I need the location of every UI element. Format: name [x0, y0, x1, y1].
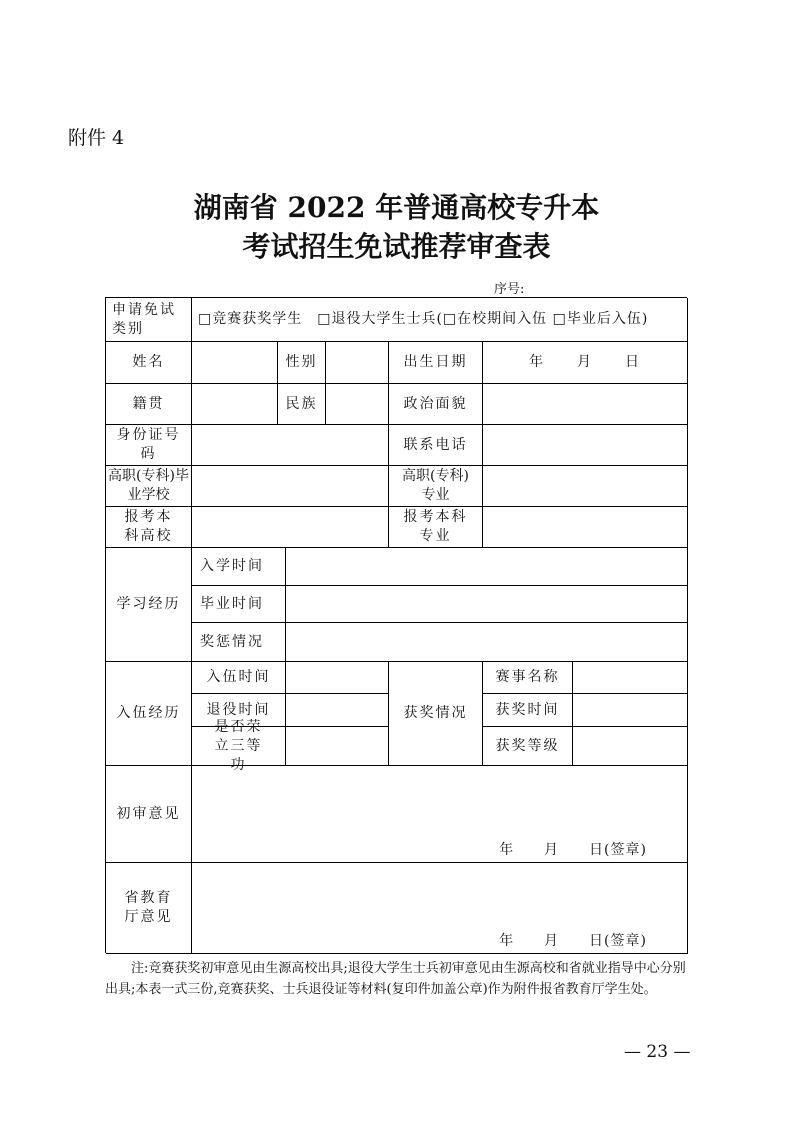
competition-name-label: 赛事名称	[483, 662, 573, 694]
award-level-field[interactable]	[573, 727, 688, 766]
provincial-review-label: 省教育厅意见	[106, 863, 192, 954]
rewards-label: 奖惩情况	[192, 623, 286, 662]
target-school-field[interactable]	[192, 507, 389, 548]
name-label: 姓名	[106, 342, 192, 384]
target-major-label: 报考本科专业	[389, 507, 483, 548]
political-status-field[interactable]	[483, 384, 688, 425]
provincial-review-field[interactable]	[192, 863, 688, 954]
discharge-time-label: 退役时间	[192, 694, 286, 727]
native-place-label: 籍贯	[106, 384, 192, 425]
award-info-label: 获奖情况	[389, 662, 483, 766]
competition-name-field[interactable]	[573, 662, 688, 694]
target-school-label: 报考本科高校	[106, 507, 192, 548]
rewards-field[interactable]	[286, 623, 688, 662]
award-level-label: 获奖等级	[483, 727, 573, 766]
id-number-field[interactable]	[192, 425, 389, 466]
phone-label: 联系电话	[389, 425, 483, 466]
gender-label: 性别	[278, 342, 326, 384]
target-major-field[interactable]	[483, 507, 688, 548]
military-history-label: 入伍经历	[106, 662, 192, 766]
category-options[interactable]: □竞赛获奖学生 □退役大学生士兵(□在校期间入伍 □毕业后入伍)	[192, 298, 688, 342]
award-time-label: 获奖时间	[483, 694, 573, 727]
name-field[interactable]	[192, 342, 278, 384]
initial-review-field[interactable]	[192, 766, 688, 863]
vocational-major-label: 高职(专科)专业	[389, 466, 483, 507]
enlist-time-field[interactable]	[286, 662, 389, 694]
native-place-field[interactable]	[192, 384, 278, 425]
phone-field[interactable]	[483, 425, 688, 466]
id-number-label: 身份证号码	[106, 425, 192, 466]
birth-date-field[interactable]: 年 月 日	[483, 342, 688, 384]
serial-label: 序号:	[494, 282, 525, 297]
vocational-school-field[interactable]	[192, 466, 389, 507]
enlist-time-label: 入伍时间	[192, 662, 286, 694]
ethnicity-field[interactable]	[326, 384, 389, 425]
page-number: — 23 —	[624, 1042, 691, 1062]
study-history-label: 学习经历	[106, 548, 192, 662]
graduate-time-field[interactable]	[286, 586, 688, 623]
discharge-time-field[interactable]	[286, 694, 389, 727]
category-label: 申请免试类别	[106, 298, 192, 342]
graduate-time-label: 毕业时间	[192, 586, 286, 623]
title-line-2: 考试招生免试推荐审查表	[242, 230, 551, 263]
award-time-field[interactable]	[573, 694, 688, 727]
merit-field[interactable]	[286, 727, 389, 766]
gender-field[interactable]	[326, 342, 389, 384]
vocational-major-field[interactable]	[483, 466, 688, 507]
enroll-time-field[interactable]	[286, 548, 688, 586]
birth-date-label: 出生日期	[389, 342, 483, 384]
attachment-label: 附件 4	[68, 127, 125, 149]
initial-review-label: 初审意见	[106, 766, 192, 863]
initial-review-date-seal: 年 月 日(签章)	[499, 842, 647, 858]
provincial-review-date-seal: 年 月 日(签章)	[499, 933, 647, 949]
enroll-time-label: 入学时间	[192, 548, 286, 586]
review-form-table	[105, 297, 687, 953]
merit-label: 是否荣立三等功	[192, 727, 286, 766]
ethnicity-label: 民族	[278, 384, 326, 425]
vocational-school-label: 高职(专科)毕业学校	[106, 466, 192, 507]
title-line-1: 湖南省 2022 年普通高校专升本	[193, 191, 600, 224]
political-status-label: 政治面貌	[389, 384, 483, 425]
footnote: 注:竞赛获奖初审意见由生源高校出具;退役大学生士兵初审意见由生源高校和省就业指导中心分别出具;本表一式三份,竞赛获奖、士兵退役证等材料(复印件加盖公章)作为附件报省教育厅学生处。	[105, 961, 686, 997]
